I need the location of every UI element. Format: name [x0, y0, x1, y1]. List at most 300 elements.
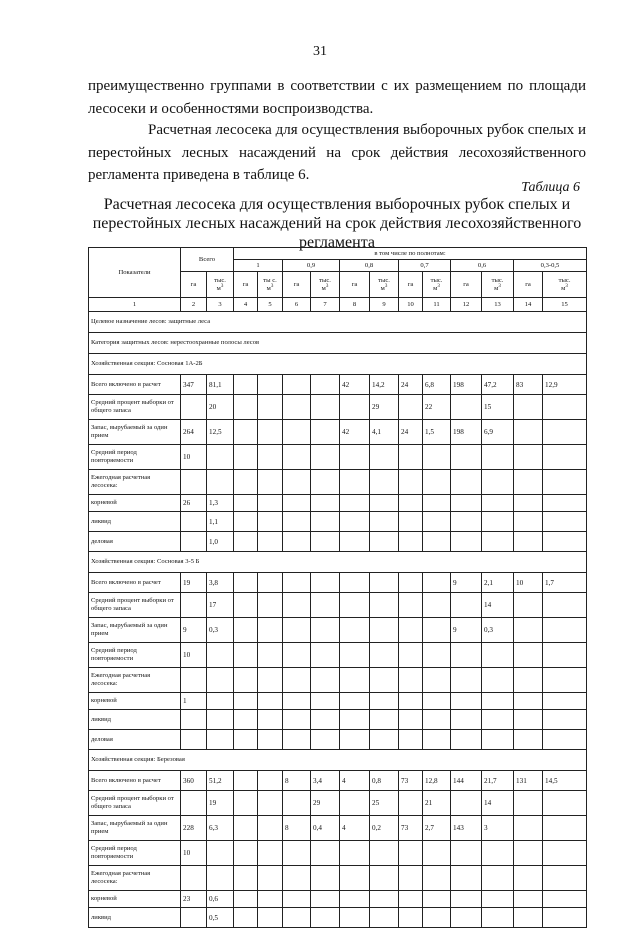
table-cell — [543, 730, 587, 750]
unit-m3-label: м — [494, 284, 499, 292]
table-row — [89, 470, 587, 495]
table-cell — [283, 420, 311, 445]
table-cell — [234, 445, 258, 470]
section-title: Хозяйственная секция: Сосновая 3-5 Б — [89, 552, 587, 573]
table-cell — [423, 532, 451, 552]
table-cell — [399, 730, 423, 750]
table-cell — [423, 866, 451, 891]
table-cell — [423, 618, 451, 643]
table-cell: 42 — [340, 420, 370, 445]
row-label: Ежегодная расчетная лесосека: — [89, 866, 181, 891]
table-cell — [482, 866, 514, 891]
row-label: Средний период повторяемости — [89, 643, 181, 668]
table-cell — [514, 420, 543, 445]
column-number-6: 6 — [283, 298, 311, 312]
table-cell — [283, 512, 311, 532]
table-row — [89, 395, 587, 420]
table-cell — [370, 512, 399, 532]
table-cell — [340, 791, 370, 816]
table-cell — [283, 908, 311, 928]
table-cell: 20 — [207, 395, 234, 420]
table-cell: 1 — [181, 693, 207, 710]
table-cell — [283, 710, 311, 730]
table-cell — [399, 573, 423, 593]
table-cell — [370, 668, 399, 693]
table-cell: 0,4 — [311, 816, 340, 841]
table-cell — [181, 593, 207, 618]
table-cell — [283, 470, 311, 495]
table-cell — [207, 643, 234, 668]
unit-m3-label: м — [266, 284, 271, 292]
table-cell — [340, 495, 370, 512]
header-density-1: 0,9 — [283, 260, 340, 272]
table-cell — [370, 693, 399, 710]
table-cell: 26 — [181, 495, 207, 512]
table-cell: 144 — [451, 771, 482, 791]
table-cell — [543, 668, 587, 693]
table-cell — [283, 495, 311, 512]
table-cell: 24 — [399, 375, 423, 395]
unit-thous-label: тыс. — [214, 276, 226, 284]
table-row — [89, 593, 587, 618]
table-cell — [234, 643, 258, 668]
table-cell — [258, 866, 283, 891]
table-cell: 12,8 — [423, 771, 451, 791]
table-cell: 8 — [283, 771, 311, 791]
column-number-8: 8 — [340, 298, 370, 312]
table-cell — [399, 710, 423, 730]
table-cell — [543, 791, 587, 816]
table-cell — [181, 866, 207, 891]
table-cell — [234, 375, 258, 395]
row-label: корневой — [89, 495, 181, 512]
table-cell — [311, 908, 340, 928]
table-cell — [258, 791, 283, 816]
table-cell — [311, 668, 340, 693]
table-cell: 0,3 — [207, 618, 234, 643]
header-unit-ha: га — [451, 272, 482, 298]
table-cell — [340, 643, 370, 668]
table-cell — [514, 841, 543, 866]
table-cell — [451, 693, 482, 710]
table-row — [89, 532, 587, 552]
table-cell — [340, 908, 370, 928]
header-column-numbers — [89, 298, 587, 312]
column-number-3: 3 — [207, 298, 234, 312]
header-unit-thous-m3: тыс. $м^3$ — [370, 272, 399, 298]
table-cell — [181, 532, 207, 552]
unit-m3-label: м — [380, 284, 385, 292]
section-title: Хозяйственная секция: Сосновая 1А-2Б — [89, 354, 587, 375]
table-cell — [181, 512, 207, 532]
table-cell — [482, 730, 514, 750]
table-cell — [514, 643, 543, 668]
table-cell — [370, 532, 399, 552]
table-cell — [258, 841, 283, 866]
table-cell — [482, 445, 514, 470]
unit-thous-label: тыс. — [378, 276, 390, 284]
table-cell — [258, 470, 283, 495]
column-number-11: 11 — [423, 298, 451, 312]
table-row — [89, 668, 587, 693]
table-cell — [399, 395, 423, 420]
table-cell: 22 — [423, 395, 451, 420]
table-cell — [543, 841, 587, 866]
table-cell: 9 — [181, 618, 207, 643]
table-cell — [451, 791, 482, 816]
table-cell — [451, 643, 482, 668]
row-label: корневой — [89, 891, 181, 908]
table-cell: 0,6 — [207, 891, 234, 908]
header-unit-ha: га — [283, 272, 311, 298]
table-cell — [423, 573, 451, 593]
table-cell — [258, 643, 283, 668]
table-cell — [399, 693, 423, 710]
header-density-4: 0,6 — [451, 260, 514, 272]
table-cell — [234, 730, 258, 750]
table-cell — [514, 512, 543, 532]
header-unit-thous-m3: ты с. $м^3$ — [258, 272, 283, 298]
table-cell — [258, 908, 283, 928]
table-cell — [340, 710, 370, 730]
column-number-15: 15 — [543, 298, 587, 312]
table-cell: 29 — [311, 791, 340, 816]
table-row — [89, 908, 587, 928]
table-cell: 0,3 — [482, 618, 514, 643]
unit-thous-label: тыс. — [319, 276, 331, 284]
table-cell — [543, 710, 587, 730]
table-cell — [399, 512, 423, 532]
table-cell — [234, 866, 258, 891]
table-cell: 4,1 — [370, 420, 399, 445]
row-label: корневой — [89, 693, 181, 710]
table-cell — [514, 532, 543, 552]
table-cell — [399, 668, 423, 693]
column-number-14: 14 — [514, 298, 543, 312]
unit-m3-label: м — [433, 284, 438, 292]
table-cell — [311, 495, 340, 512]
table-cell — [258, 693, 283, 710]
table-cell: 29 — [370, 395, 399, 420]
table-cell: 3,8 — [207, 573, 234, 593]
table-cell — [181, 470, 207, 495]
table-cell — [340, 470, 370, 495]
table-cell — [181, 668, 207, 693]
table-cell — [514, 470, 543, 495]
table-cell — [399, 593, 423, 618]
table-cell — [451, 841, 482, 866]
row-label: Средний процент выборки от общего запаса — [89, 791, 181, 816]
table-cell — [514, 866, 543, 891]
table-cell — [207, 866, 234, 891]
unit-m3-label: м — [561, 284, 566, 292]
table-cell: 19 — [207, 791, 234, 816]
table-cell: 10 — [181, 643, 207, 668]
table-cell — [514, 791, 543, 816]
table-cell — [543, 395, 587, 420]
table-cell — [283, 730, 311, 750]
table-cell — [258, 512, 283, 532]
table-cell: 12,9 — [543, 375, 587, 395]
table-cell — [258, 710, 283, 730]
table-cell — [283, 618, 311, 643]
table-cell — [283, 532, 311, 552]
table-cell — [234, 395, 258, 420]
table-cell — [514, 395, 543, 420]
table-cell — [451, 593, 482, 618]
table-cell — [234, 908, 258, 928]
table-cell — [311, 730, 340, 750]
table-cell — [234, 710, 258, 730]
column-number-4: 4 — [234, 298, 258, 312]
table-cell: 47,2 — [482, 375, 514, 395]
table-cell — [283, 841, 311, 866]
table-cell — [258, 593, 283, 618]
table-cell — [543, 618, 587, 643]
table-cell: 73 — [399, 816, 423, 841]
table-cell — [340, 512, 370, 532]
table-row — [89, 866, 587, 891]
table-cell — [234, 816, 258, 841]
table-cell — [311, 470, 340, 495]
table-cell — [543, 643, 587, 668]
table-cell — [514, 730, 543, 750]
table-cell: 360 — [181, 771, 207, 791]
table-cell — [311, 841, 340, 866]
table-cell — [423, 710, 451, 730]
table-cell — [423, 512, 451, 532]
table-cell — [311, 375, 340, 395]
header-density-3: 0,7 — [399, 260, 451, 272]
table-cell — [258, 420, 283, 445]
table-row — [89, 495, 587, 512]
table-cell — [311, 395, 340, 420]
table-cell: 2,7 — [423, 816, 451, 841]
table-cell — [340, 668, 370, 693]
table-cell — [514, 668, 543, 693]
header-unit-ha: га — [234, 272, 258, 298]
table-cell — [482, 841, 514, 866]
table-cell: 9 — [451, 618, 482, 643]
table-cell — [399, 445, 423, 470]
table-cell — [482, 908, 514, 928]
table-cell — [283, 395, 311, 420]
table-cell: 228 — [181, 816, 207, 841]
table-cell — [258, 618, 283, 643]
table-cell: 1,0 — [207, 532, 234, 552]
table-cell — [283, 668, 311, 693]
header-unit-ha: га — [399, 272, 423, 298]
table-cell — [451, 512, 482, 532]
table-cell — [514, 593, 543, 618]
table-cell: 21 — [423, 791, 451, 816]
table-cell — [423, 908, 451, 928]
table-cell — [399, 908, 423, 928]
table-caption: Расчетная лесосека для осуществления выборочных рубок спелых и перестойных лесных насаждений на срок действия лесохозяйственного регламента — [92, 196, 582, 251]
table-cell — [283, 643, 311, 668]
column-number-5: 5 — [258, 298, 283, 312]
table-cell — [543, 420, 587, 445]
table-cell — [283, 375, 311, 395]
table-cell — [207, 730, 234, 750]
table-cell — [340, 445, 370, 470]
table-cell — [234, 495, 258, 512]
table-row — [89, 643, 587, 668]
table-cell — [370, 841, 399, 866]
table-cell — [283, 593, 311, 618]
table-cell — [543, 908, 587, 928]
table-cell — [311, 593, 340, 618]
table-cell — [207, 470, 234, 495]
table-cell — [283, 693, 311, 710]
table-cell — [311, 532, 340, 552]
table-cell — [514, 445, 543, 470]
table-cell — [543, 593, 587, 618]
table-cell: 14,5 — [543, 771, 587, 791]
table-cell — [482, 470, 514, 495]
table-cell: 15 — [482, 395, 514, 420]
table-cell — [543, 495, 587, 512]
table-cell — [370, 470, 399, 495]
table-cell — [340, 693, 370, 710]
table-cell: 4 — [340, 771, 370, 791]
row-label: деловая — [89, 730, 181, 750]
table-cell — [258, 816, 283, 841]
table-cell — [543, 816, 587, 841]
row-label: ликвид — [89, 908, 181, 928]
table-cell — [423, 668, 451, 693]
table-cell — [181, 395, 207, 420]
table-cell: 347 — [181, 375, 207, 395]
table-cell — [258, 771, 283, 791]
table-cell — [399, 643, 423, 668]
table-cell — [283, 445, 311, 470]
table-cell: 143 — [451, 816, 482, 841]
unit-thous-label: тыс. — [558, 276, 571, 284]
table-cell — [370, 730, 399, 750]
table-cell — [423, 841, 451, 866]
row-label: ликвид — [89, 512, 181, 532]
table-cell — [423, 593, 451, 618]
table-cell — [482, 512, 514, 532]
table-cell — [482, 532, 514, 552]
row-label: Средний процент выборки от общего запаса — [89, 593, 181, 618]
row-label: Запас, вырубаемый за один прием — [89, 420, 181, 445]
table-cell — [340, 593, 370, 618]
table-cell — [423, 730, 451, 750]
table-cell — [423, 643, 451, 668]
table-cell: 0,8 — [370, 771, 399, 791]
table-cell — [451, 710, 482, 730]
header-density-5: 0,3-0,5 — [514, 260, 587, 272]
table-cell: 264 — [181, 420, 207, 445]
table-cell — [399, 841, 423, 866]
table-cell — [399, 532, 423, 552]
row-label: Средний период повторяемости — [89, 841, 181, 866]
table-cell: 23 — [181, 891, 207, 908]
table-cell — [207, 445, 234, 470]
table-cell — [543, 445, 587, 470]
table-row — [89, 618, 587, 643]
table-cell — [283, 791, 311, 816]
table-cell — [451, 730, 482, 750]
table-cell: 12,5 — [207, 420, 234, 445]
unit-thous-label: тыс. — [491, 276, 504, 284]
table-cell — [370, 618, 399, 643]
table-cell — [370, 495, 399, 512]
table-cell — [370, 866, 399, 891]
table-row — [89, 771, 587, 791]
table-cell: 6,8 — [423, 375, 451, 395]
table-cell — [234, 532, 258, 552]
table-row — [89, 420, 587, 445]
table-cell: 131 — [514, 771, 543, 791]
table-cell — [543, 866, 587, 891]
table-cell: 3,4 — [311, 771, 340, 791]
table-row — [89, 573, 587, 593]
column-number-10: 10 — [399, 298, 423, 312]
unit-thous-label: ты с. — [263, 276, 277, 284]
table-cell — [234, 791, 258, 816]
purpose-row: Целевое назначение лесов: защитные леса — [89, 312, 587, 333]
row-label: Всего включено в расчет — [89, 573, 181, 593]
table-cell: 81,1 — [207, 375, 234, 395]
page-number: 31 — [313, 44, 327, 59]
table-cell: 14,2 — [370, 375, 399, 395]
table-cell — [451, 395, 482, 420]
table-cell — [234, 593, 258, 618]
table-cell — [258, 375, 283, 395]
table-cell: 0,2 — [370, 816, 399, 841]
table-cell — [234, 470, 258, 495]
column-number-9: 9 — [370, 298, 399, 312]
table-cell — [311, 573, 340, 593]
row-label: Средний процент выборки от общего запаса — [89, 395, 181, 420]
header-unit-ha: га — [181, 272, 207, 298]
table-cell — [514, 816, 543, 841]
row-label: Всего включено в расчет — [89, 771, 181, 791]
header-indicators: Показатели — [89, 248, 181, 298]
table-cell — [234, 771, 258, 791]
table-cell — [283, 573, 311, 593]
cutting-area-table — [88, 247, 587, 928]
table-cell: 17 — [207, 593, 234, 618]
header-unit-thous-m3: тыс. $м^3$ — [482, 272, 514, 298]
table-cell — [543, 512, 587, 532]
table-cell — [482, 668, 514, 693]
table-cell — [340, 866, 370, 891]
table-cell — [340, 573, 370, 593]
table-cell — [207, 693, 234, 710]
unit-m3-label: м — [321, 284, 326, 292]
row-label: Запас, вырубаемый за один прием — [89, 618, 181, 643]
table-cell — [340, 395, 370, 420]
table-cell — [482, 693, 514, 710]
column-number-1: 1 — [89, 298, 181, 312]
table-cell — [514, 710, 543, 730]
column-number-7: 7 — [311, 298, 340, 312]
table-cell — [482, 710, 514, 730]
table-cell — [258, 573, 283, 593]
table-cell — [258, 730, 283, 750]
table-cell — [340, 730, 370, 750]
header-unit-ha: га — [340, 272, 370, 298]
table-cell — [181, 710, 207, 730]
table-cell — [370, 593, 399, 618]
table-cell — [234, 573, 258, 593]
table-cell — [258, 532, 283, 552]
row-label: Средний период повторяемости — [89, 445, 181, 470]
